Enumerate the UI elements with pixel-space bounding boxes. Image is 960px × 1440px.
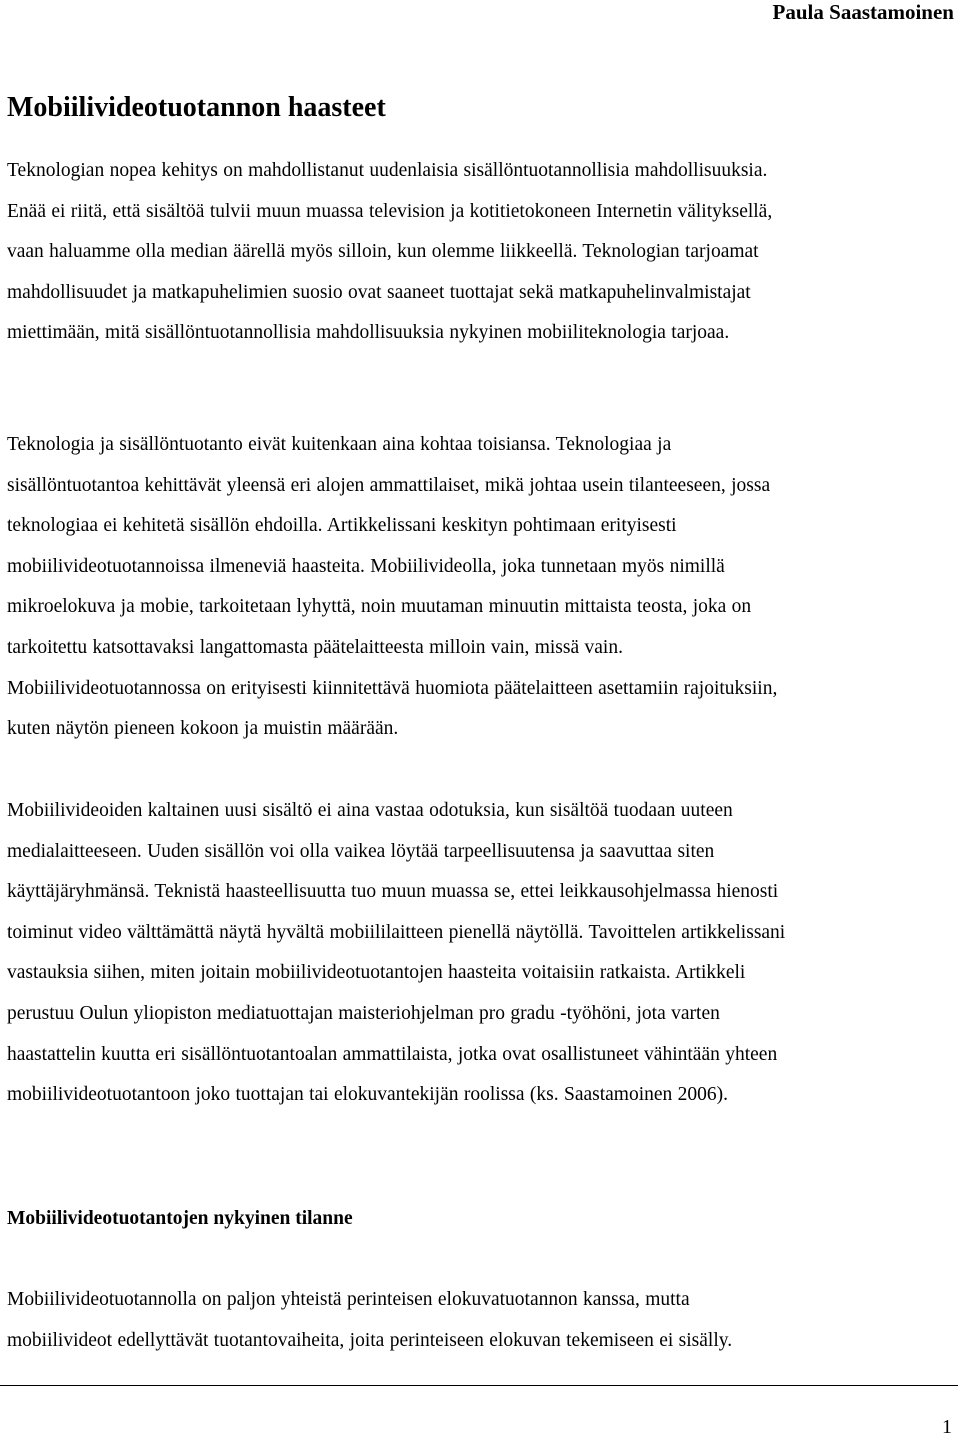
paragraph-line: teknologiaa ei kehitetä sisällön ehdoilla. Artikkelissani keskityn pohtimaan erityisesti (7, 515, 677, 537)
footer-divider (0, 1385, 958, 1386)
running-header-author: Paula Saastamoinen (772, 0, 954, 24)
page-title: Mobiilivideotuotannon haasteet (7, 92, 386, 123)
paragraph-line: medialaitteeseen. Uuden sisällön voi olla vaikea löytää tarpeellisuutensa ja saavuttaa siten (7, 840, 715, 862)
paragraph-line: Teknologian nopea kehitys on mahdollistanut uudenlaisia sisällöntuotannollisia mahdollisuuksia. (7, 160, 768, 181)
paragraph-line: Enää ei riitä, että sisältöä tulvii muun muassa television ja kotitietokoneen Internetin välityksellä, (7, 200, 773, 222)
paragraph-line: Mobiilivideotuotannolla on paljon yhteistä perinteisen elokuvatuotannon kanssa, mutta (7, 1289, 690, 1310)
paragraph-line: mahdollisuudet ja matkapuhelimien suosio ovat saaneet tuottajat sekä matkapuhelinvalmistajat (7, 281, 751, 303)
paragraph-line: sisällöntuotantoa kehittävät yleensä eri alojen ammattilaiset, mikä johtaa usein tilanteeseen, jossa (7, 474, 771, 496)
paragraph-1 (7, 151, 953, 354)
paragraph-line: vastauksia siihen, miten joitain mobiilivideotuotantojen haasteita voitaisiin ratkaista. Artikkeli (7, 962, 746, 984)
paragraph-line: mobiilivideotuotannoissa ilmeneviä haasteita. Mobiilivideolla, joka tunnetaan myös nimillä (7, 555, 725, 577)
paragraph-line: mikroelokuva ja mobie, tarkoitetaan lyhyttä, noin muutaman minuutin mittaista teosta, joka on (7, 596, 752, 618)
paragraph-3 (7, 791, 953, 1116)
section-paragraph (7, 1280, 953, 1361)
paragraph-line: Teknologia ja sisällöntuotanto eivät kuitenkaan aina kohtaa toisiansa. Teknologiaa ja (7, 434, 672, 455)
paragraph-line: miettimään, mitä sisällöntuotannollisia mahdollisuuksia nykyinen mobiiliteknologia tarjoaa. (7, 322, 730, 344)
paragraph-line: haastattelin kuutta eri sisällöntuotantoalan ammattilaista, jotka ovat osallistuneet vähintään yhteen (7, 1043, 778, 1065)
section-heading: Mobiilivideotuotantojen nykyinen tilanne (7, 1208, 353, 1229)
paragraph-line: mobiilivideotuotantoon joko tuottajan tai elokuvantekijän roolissa (ks. Saastamoinen 2006). (7, 1084, 729, 1106)
paragraph-line: käyttäjäryhmänsä. Teknistä haasteellisuutta tuo muun muassa se, ettei leikkausohjelmassa hienosti (7, 881, 779, 903)
page-number: 1 (942, 1416, 952, 1438)
paragraph-line: Mobiilivideotuotannossa on erityisesti kiinnitettävä huomiota päätelaitteen asettamiin rajoituksiin, (7, 677, 778, 699)
paragraph-line: tarkoitettu katsottavaksi langattomasta päätelaitteesta milloin vain, missä vain. (7, 636, 623, 658)
paragraph-line: kuten näytön pieneen kokoon ja muistin määrään. (7, 718, 399, 740)
paragraph-line: perustuu Oulun yliopiston mediatuottajan maisteriohjelman pro gradu -työhöni, jota varten (7, 1002, 720, 1024)
paragraph-2 (7, 425, 953, 750)
paragraph-line: vaan haluamme olla median äärellä myös silloin, kun olemme liikkeellä. Teknologian tarjoamat (7, 241, 759, 263)
paragraph-line: toiminut video välttämättä näytä hyvältä mobiililaitteen pienellä näytöllä. Tavoittelen artikkelissani (7, 921, 786, 943)
paragraph-line: mobiilivideot edellyttävät tuotantovaiheita, joita perinteiseen elokuvan tekemiseen ei sisälly. (7, 1329, 733, 1351)
paragraph-line: Mobiilivideoiden kaltainen uusi sisältö ei aina vastaa odotuksia, kun sisältöä tuodaan uuteen (7, 800, 733, 821)
